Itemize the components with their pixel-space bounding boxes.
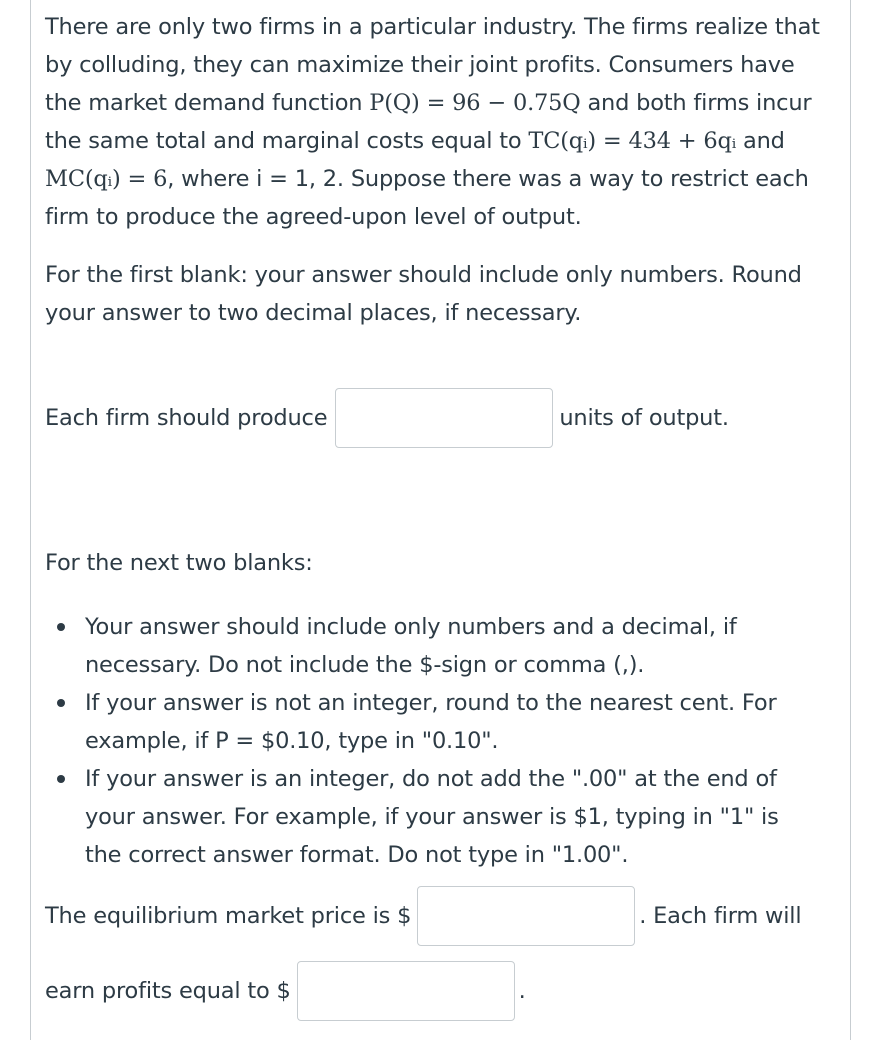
question-content xyxy=(45,8,825,1004)
units-prefix: Each firm should produce xyxy=(45,405,328,431)
intro-text-pre: There are only two firms in a particular industry. The firms realize that by colluding, they can maximize their joint profits. Consumers have the market demand function xyxy=(45,14,820,116)
rule-item: If your answer is an integer, do not add the ".00" at the end of your answer. For example, if your answer is $1, typing in "1" is the correct answer format. Do not type in "1.00". xyxy=(45,760,805,874)
next-blanks-heading: For the next two blanks: xyxy=(45,550,313,576)
units-answer-line xyxy=(45,388,729,448)
first-blank-instruction: For the first blank: your answer should include only numbers. Round your answer to two decimal places, if necessary. xyxy=(45,262,802,326)
price-input[interactable] xyxy=(417,886,635,946)
answer-format-rules xyxy=(45,608,805,874)
price-prefix: The equilibrium market price is $ xyxy=(45,903,412,929)
units-suffix: units of output. xyxy=(559,405,729,431)
profit-suffix: . xyxy=(518,978,526,1004)
question-intro xyxy=(45,8,825,236)
price-answer-line xyxy=(45,886,801,946)
profit-answer-line xyxy=(45,961,526,1021)
marginal-cost-equation: MC(qᵢ) = 6 xyxy=(45,166,168,192)
and-word: and xyxy=(742,128,785,154)
profit-input[interactable] xyxy=(297,961,515,1021)
intro-text-mid: and both firms incur the same total and marginal costs equal to xyxy=(45,90,812,154)
total-cost-equation: TC(qᵢ) = 434 + 6qᵢ xyxy=(528,128,737,154)
units-input[interactable] xyxy=(335,388,553,448)
profit-prefix: earn profits equal to $ xyxy=(45,978,291,1004)
intro-text-post: , where i = 1, 2. Suppose there was a way to restrict each firm to produce the agreed-upon level of output. xyxy=(45,166,809,230)
rule-item: Your answer should include only numbers and a decimal, if necessary. Do not include the $-sign or comma (,). xyxy=(45,608,805,684)
demand-equation: P(Q) = 96 − 0.75Q xyxy=(369,90,581,116)
rule-item: If your answer is not an integer, round to the nearest cent. For example, if P = $0.10, type in "0.10". xyxy=(45,684,805,760)
price-suffix: . Each firm will xyxy=(639,903,802,929)
